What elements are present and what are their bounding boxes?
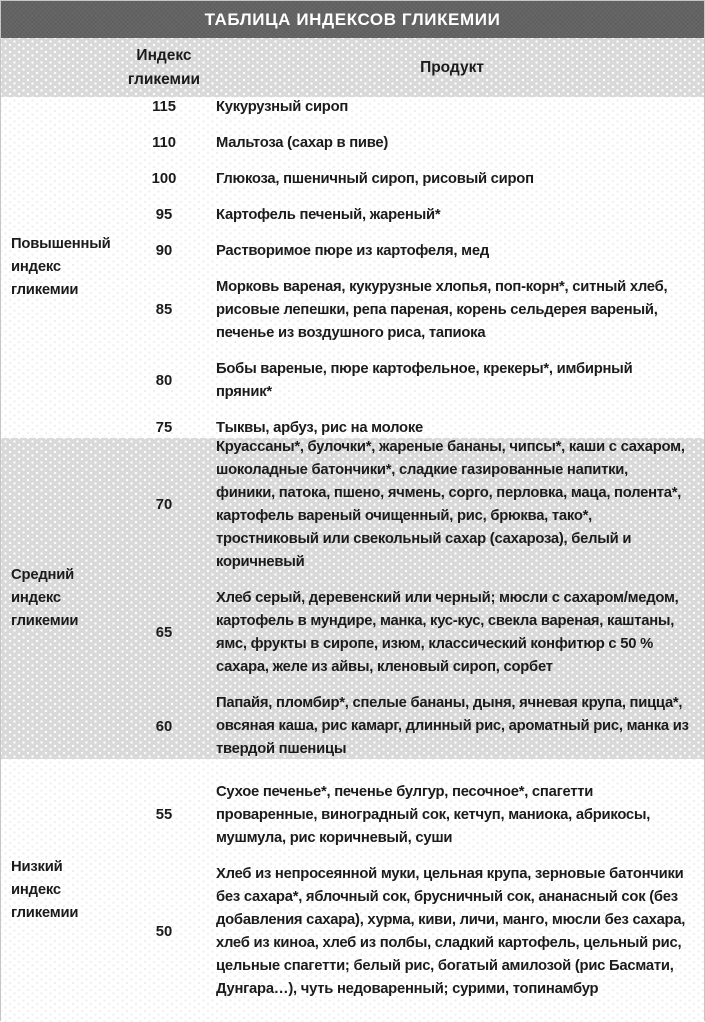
table-section <box>1 97 704 438</box>
index-value: 115 <box>152 99 176 115</box>
column-header-product: Продукт <box>420 58 484 76</box>
table-section <box>1 438 704 759</box>
table-body <box>1 97 704 1022</box>
table-row <box>116 233 704 269</box>
product-list: Картофель печеный, жареный* <box>216 206 441 223</box>
index-value: 60 <box>155 718 173 735</box>
section-label: Средний индекс гликемии <box>11 567 79 629</box>
index-value: 70 <box>155 497 173 513</box>
section-rows <box>116 438 704 759</box>
table-row <box>116 161 704 197</box>
product-list: Папайя, пломбир*, спелые бананы, дыня, ячневая крупа, пицца*, овсяная каша, рис камарг, длинный рис, ароматный рис, манка из твердой пшеницы <box>216 695 689 757</box>
section-label: Низкий индекс гликемии <box>11 859 79 921</box>
index-value: 95 <box>155 207 173 223</box>
index-value: 75 <box>155 420 173 436</box>
product-list: Морковь вареная, кукурузные хлопья, поп-корн*, ситный хлеб, рисовые лепешки, репа пареная, корень сельдерея вареный, печенье из воздушного риса, тапиока <box>216 278 668 341</box>
product-list: Тыквы, арбуз, рис на молоке <box>216 419 423 436</box>
index-value: 55 <box>155 807 173 823</box>
table-row <box>116 351 704 410</box>
index-value: 85 <box>155 302 173 318</box>
index-value: 110 <box>152 135 176 151</box>
index-value: 100 <box>151 171 177 187</box>
product-list: Кукурузный сироп <box>216 98 349 115</box>
index-value: 90 <box>155 243 173 259</box>
section-rows <box>116 97 704 438</box>
table-row <box>116 430 704 581</box>
product-list: Глюкоза, пшеничный сироп, рисовый сироп <box>216 170 534 187</box>
product-list: Хлеб серый, деревенский или черный; мюсли с сахаром/медом, картофель в мундире, манка, кус-кус, свекла вареная, каштаны, ямс, фрукты в сиропе, изюм, классический конфитюр с 50 % сахара, желе из айвы, кленовый сироп, сорбет <box>216 590 679 675</box>
product-list: Растворимое пюре из картофеля, мед <box>216 242 489 259</box>
table-row <box>116 197 704 233</box>
section-rows <box>116 759 704 1022</box>
table-row <box>116 269 704 351</box>
product-list: Сухое печенье*, печенье булгур, песочное*, спагетти проваренные, виноградный сок, кетчуп, маниока, абрикосы, мушмула, рис коричневый, суши <box>216 783 651 846</box>
product-list: Хлеб из непросеянной муки, цельная крупа, зерновые батончики без сахара*, яблочный сок, брусничный сок, ананасный сок (без добавления сахара), хурма, киви, личи, манго, мюсли без сахара, хлеб из киноа, хлеб из полбы, сладкий картофель, цельный рис, цельные спагетти; белый рис, богатый амилозой (рис Басмати, Дунгара…), чуть недоваренный; сурими, топинамбур <box>216 865 686 997</box>
index-value: 65 <box>155 625 173 641</box>
product-list: Мальтоза (сахар в пиве) <box>216 134 389 151</box>
section-label: Повышенный индекс гликемии <box>11 236 111 298</box>
column-header-index: Индекс гликемии <box>127 46 201 88</box>
table-row <box>116 856 704 1007</box>
table-title-bar <box>1 1 704 38</box>
table-title: ТАБЛИЦА ИНДЕКСОВ ГЛИКЕМИИ <box>204 9 501 29</box>
table-row <box>116 581 704 686</box>
table-section <box>1 759 704 1022</box>
table-row <box>116 774 704 856</box>
product-list: Бобы вареные, пюре картофельное, крекеры*, имбирный пряник* <box>216 360 633 400</box>
product-list: Круассаны*, булочки*, жареные бананы, чипсы*, каши с сахаром, шоколадные батончики*, сладкие газированные напитки, финики, патока, пшено, ячмень, сорго, перловка, маца, полента*, картофель вареный очищенный, рис, брюква, тако*, тростниковый или свекольный сахар (сахароза), белый и коричневый <box>216 439 685 570</box>
index-value: 50 <box>155 923 173 940</box>
index-value: 80 <box>155 372 173 389</box>
table-row <box>116 686 704 768</box>
table-row <box>116 125 704 161</box>
table-row <box>116 89 704 125</box>
